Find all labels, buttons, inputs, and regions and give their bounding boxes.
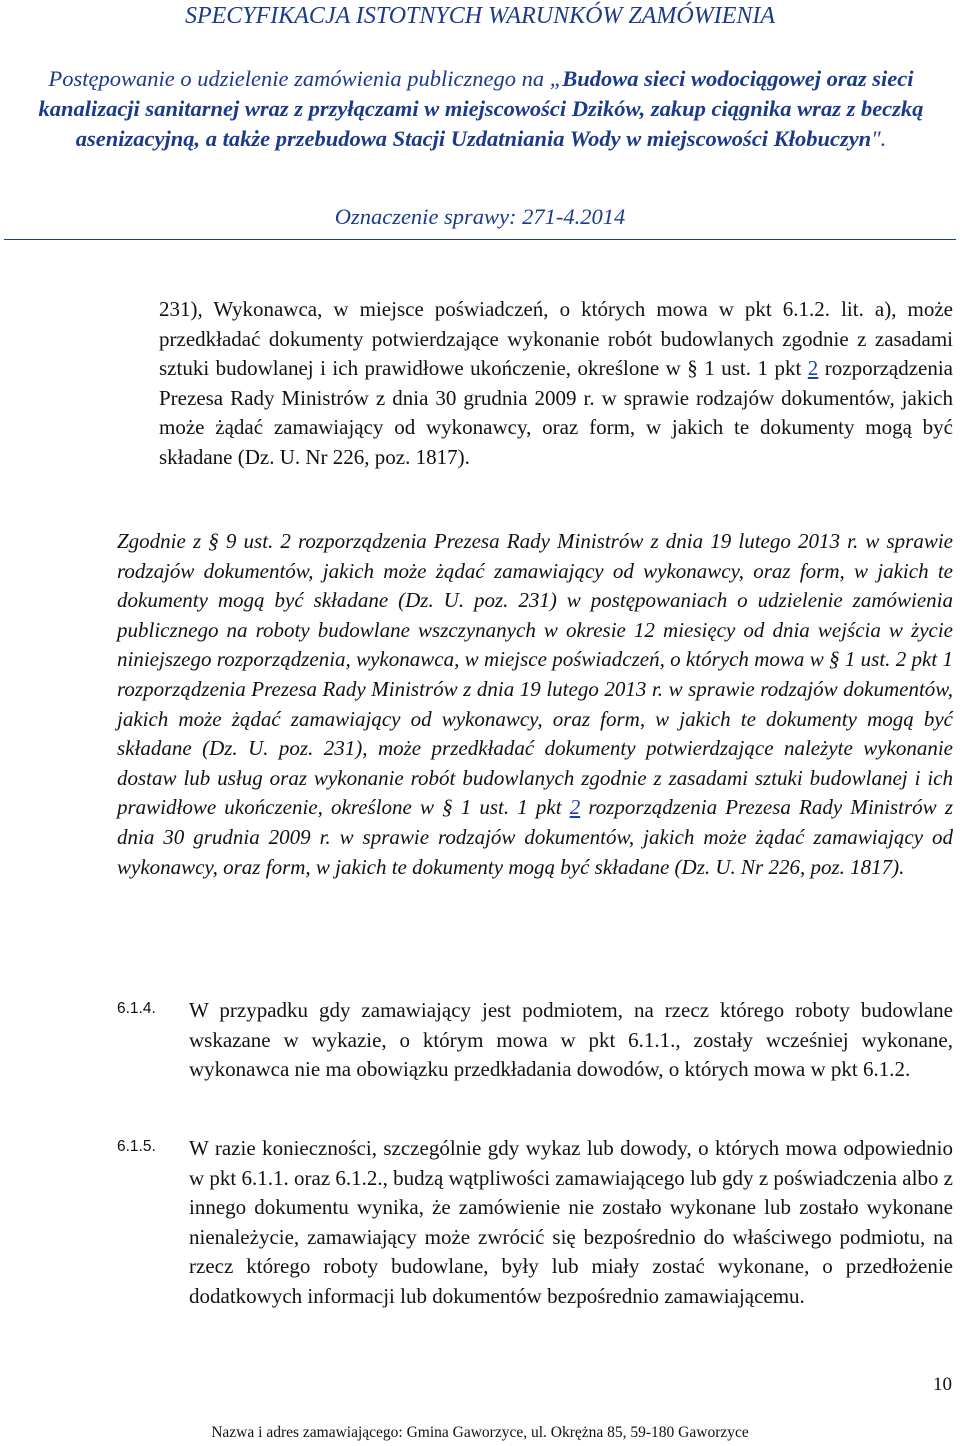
case-number: Oznaczenie sprawy: 271-4.2014 xyxy=(334,204,626,229)
paragraph-text: Zgodnie z § 9 ust. 2 rozporządzenia Prezesa Rady Ministrów z dnia 19 lutego 2013 r. w sprawie rodzajów dokumentów, jakich może żądać zamawiający od wykonawcy, oraz form, w jakich te dokumenty mogą być składane (Dz. U. poz. 231) w postępowaniach o udzielenie zamówienia publicznego na roboty budowlane wszczynanych w okresie 12 miesięcy od dnia wejścia w życie niniejszego rozporządzenia, wykonawca, w miejsce poświadczeń, o których mowa w § 1 ust. 2 pkt 1 rozporządzenia Prezesa Rady Ministrów z dnia 19 lutego 2013 r. w sprawie rodzajów dokumentów, jakich może żądać zamawiający od wykonawcy, oraz form, w jakich te dokumenty mogą być składane (Dz. U. poz. 231), może przedkładać dokumenty potwierdzające należyte wykonanie dostaw lub usług oraz wykonanie robót budowlanych zgodnie z zasadami sztuki budowlanej i ich prawidłowe ukończenie, określone w § 1 ust. 1 pkt xyxy=(117,529,953,820)
item-number: 6.1.5. xyxy=(117,1138,156,1155)
page-number: 10 xyxy=(933,1374,952,1395)
procedure-name: Budowa sieci wodociągowej oraz sieci kanalizacji sanitarnej wraz z przyłączami w miejscowości Dzików, zakup ciągnika wraz z beczką asenizacyjną, a także przebudowa Stacji Uzdatniania Wody w miejscowości Kłobuczyn xyxy=(38,66,924,151)
paragraph-text: 231), Wykonawca, w miejsce poświadczeń, o których mowa w pkt 6.1.2. lit. a), może przedkładać dokumenty potwierdzające wykonanie robót budowlanych zgodnie z zasadami sztuki budowlanej i ich prawidłowe ukończenie, określone w § 1 ust. 1 pkt xyxy=(159,297,953,381)
procedure-close: ". xyxy=(871,126,887,151)
page-footer: Nazwa i adres zamawiającego: Gmina Gaworzyce, ul. Okrężna 85, 59-180 Gaworzyce xyxy=(211,1424,749,1441)
procedure-description xyxy=(28,64,934,154)
paragraph-continuation xyxy=(159,295,953,473)
item-text: W razie konieczności, szczególnie gdy wykaz lub dowody, o których mowa odpowiednio w pkt 6.1.1. oraz 6.1.2., budzą wątpliwości zamawiającego lub gdy z poświadczenia albo z innego dokumentu wynika, że zamówienie nie zostało wykonane lub zostało wykonane nienależycie, zamawiający może zwrócić się bezpośrednio do właściwego podmiotu, na rzecz którego roboty budowlane, były lub miały zostać wykonane, o przedłożenie dodatkowych informacji lub dokumentów bezpośrednio zamawiającemu. xyxy=(189,1136,953,1308)
item-number: 6.1.4. xyxy=(117,1000,156,1017)
procedure-intro: Postępowanie o udzielenie zamówienia publicznego na „ xyxy=(48,66,563,91)
paragraph-text: rozporządzenia Prezesa Rady Ministrów z dnia 30 grudnia 2009 r. w sprawie rodzajów dokumentów, jakich może żądać zamawiający od wykonawcy, oraz form, w jakich te dokumenty mogą być składane (Dz. U. Nr 226, poz. 1817). xyxy=(117,795,953,879)
document-title: SPECYFIKACJA ISTOTNYCH WARUNKÓW ZAMÓWIENIA xyxy=(184,3,776,29)
header-divider xyxy=(4,239,956,240)
regulation-link[interactable]: 2 xyxy=(807,356,819,381)
paragraph-text: rozporządzenia Prezesa Rady Ministrów z dnia 30 grudnia 2009 r. w sprawie rodzajów dokumentów, jakich może żądać zamawiający od wykonawcy, oraz form, w jakich te dokumenty mogą być składane (Dz. U. Nr 226, poz. 1817). xyxy=(159,356,954,469)
item-text: W przypadku gdy zamawiający jest podmiotem, na rzecz którego roboty budowlane wskazane w wykazie, o którym mowa w pkt 6.1.1., zostały wcześniej wykonane, wykonawca nie ma obowiązku przedkładania dowodów, o których mowa w pkt 6.1.2. xyxy=(189,998,953,1082)
paragraph-regulation-note xyxy=(117,527,953,882)
regulation-link[interactable]: 2 xyxy=(569,795,581,820)
